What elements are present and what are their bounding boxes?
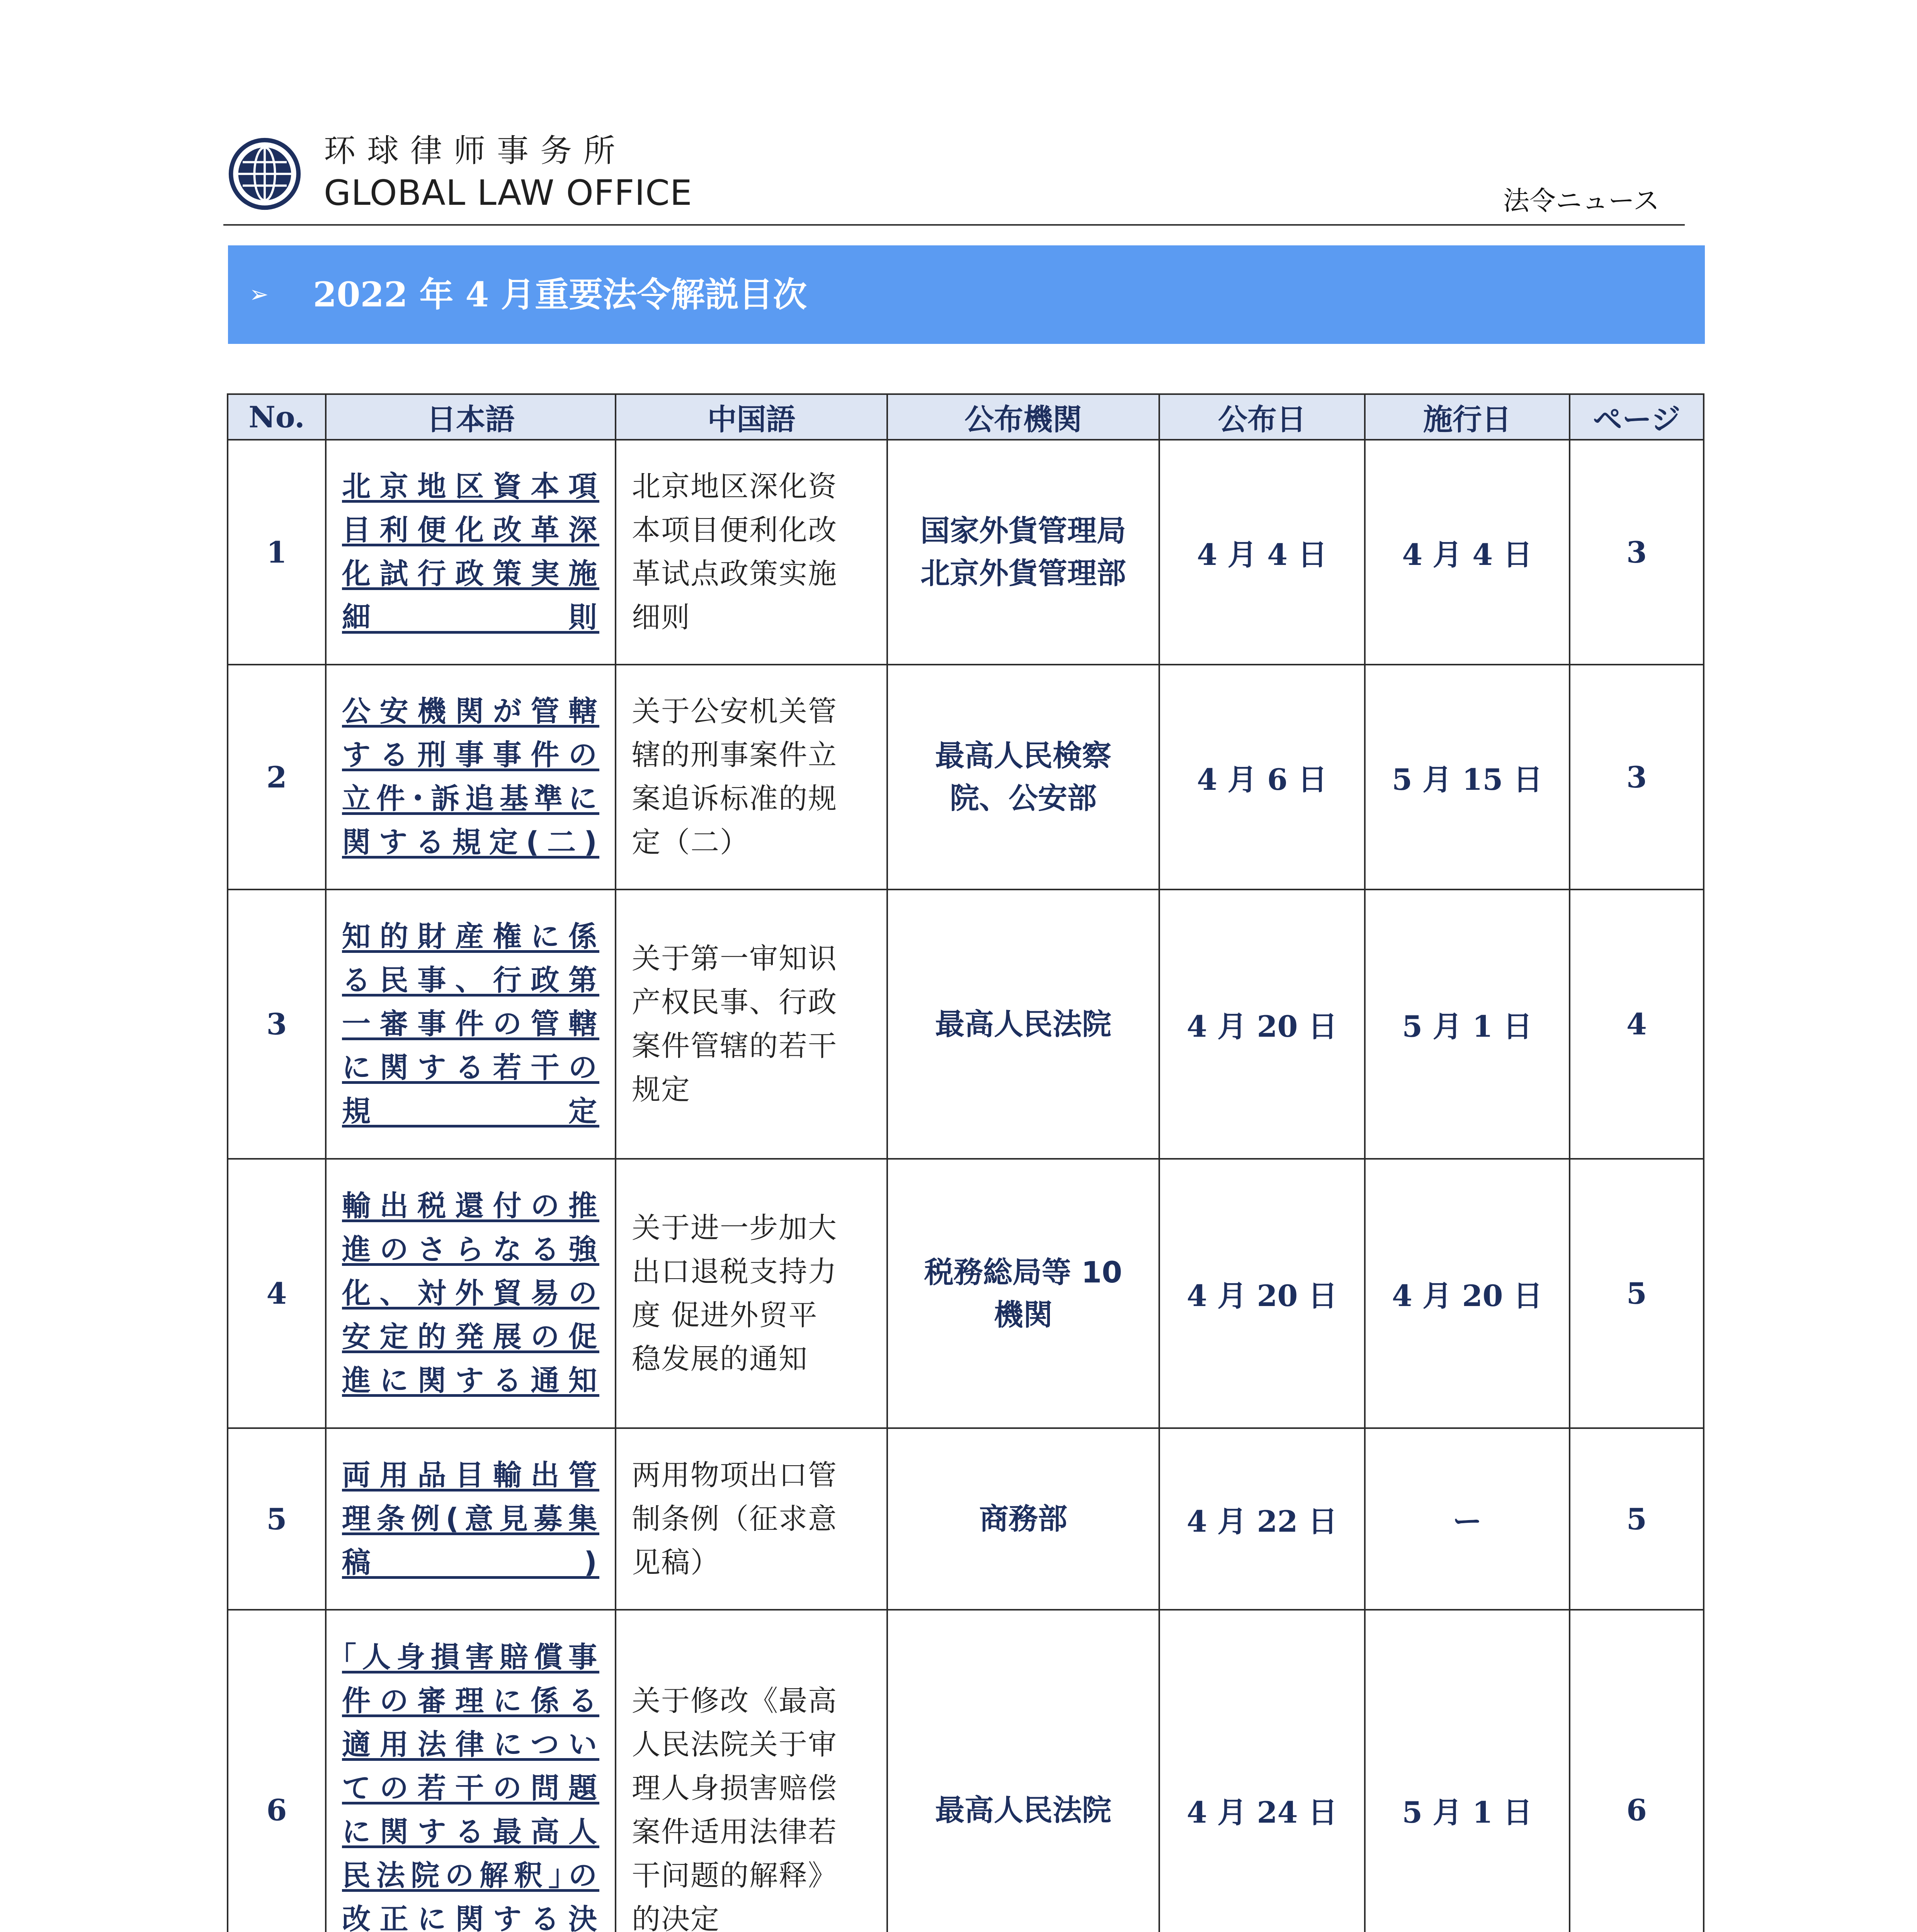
japanese-title-link[interactable]: する刑事事件の [342, 738, 599, 772]
newsletter-tag: 法令ニュース [1503, 186, 1660, 216]
japanese-title-link[interactable]: る民事、行政第 [342, 964, 599, 997]
column-header-no: No. [228, 394, 326, 440]
page-reference: 4 [1570, 889, 1704, 1159]
japanese-title-link[interactable]: 民法院の解釈｣の [342, 1859, 599, 1892]
japanese-title-link[interactable]: 件の審理に係る [342, 1684, 599, 1718]
chinese-title-cell [616, 665, 887, 889]
row-number: 6 [228, 1610, 326, 1932]
chinese-title-line: 产权民事、行政 [632, 985, 837, 1019]
chinese-title-line: 关于第一审知识 [632, 942, 837, 975]
chinese-title-line: 本项目便利化改 [632, 514, 837, 547]
chinese-title-line: 关于修改《最高 [632, 1684, 837, 1718]
publish-date: 4 月 22 日 [1159, 1428, 1365, 1610]
page-reference: 5 [1570, 1428, 1704, 1610]
japanese-title-link[interactable]: 化試行政策実施 [342, 557, 599, 590]
japanese-title-link[interactable]: 関する規定(二) [342, 826, 599, 859]
table-row [228, 1159, 1704, 1428]
section-title: 2022 年 4 月重要法令解説目次 [313, 274, 807, 315]
column-header-effective-date: 施行日 [1365, 394, 1570, 440]
issuer-cell [887, 440, 1159, 665]
header-divider [223, 224, 1685, 226]
chinese-title-line: 出口退税支持力 [632, 1255, 837, 1288]
page-reference: 3 [1570, 440, 1704, 665]
issuer-cell [887, 1428, 1159, 1610]
chinese-title-line: 革试点政策实施 [632, 557, 837, 590]
japanese-title-link[interactable]: 安定的発展の促 [342, 1320, 599, 1354]
effective-date: 5 月 1 日 [1365, 889, 1570, 1159]
japanese-title-link[interactable]: 改正に関する決 [342, 1902, 599, 1932]
publish-date: 4 月 20 日 [1159, 1159, 1365, 1428]
issuer-cell [887, 665, 1159, 889]
japanese-title-cell [326, 440, 616, 665]
arrow-bullet-icon: ➢ [249, 281, 269, 308]
issuer-line: 商務部 [979, 1502, 1067, 1536]
section-banner [228, 245, 1705, 344]
japanese-title-link[interactable]: 化、対外貿易の [342, 1277, 599, 1310]
issuer-line: 最高人民法院 [935, 1793, 1111, 1827]
page-reference: 6 [1570, 1610, 1704, 1932]
japanese-title-link[interactable]: 一審事件の管轄 [342, 1007, 599, 1041]
chinese-title-line: 北京地区深化资 [632, 470, 837, 503]
effective-date: 5 月 15 日 [1365, 665, 1570, 889]
chinese-title-line: 案件适用法律若 [632, 1815, 837, 1849]
japanese-title-cell [326, 889, 616, 1159]
chinese-title-line: 理人身损害赔偿 [632, 1771, 837, 1805]
column-header-publish-date: 公布日 [1159, 394, 1365, 440]
contents-table [227, 393, 1704, 1932]
chinese-title-line: 见稿） [632, 1546, 720, 1579]
globe-icon [228, 137, 301, 211]
issuer-line: 院、公安部 [950, 781, 1097, 815]
column-header-page: ページ [1570, 394, 1704, 440]
japanese-title-link[interactable]: 進のさらなる強 [342, 1233, 599, 1266]
chinese-title-cell [616, 440, 887, 665]
effective-date: 4 月 20 日 [1365, 1159, 1570, 1428]
issuer-line: 機関 [994, 1297, 1053, 1332]
japanese-title-link[interactable]: 進に関する通知 [342, 1364, 599, 1397]
table-row [228, 665, 1704, 889]
chinese-title-line: 案追诉标准的规 [632, 782, 837, 815]
chinese-title-line: 关于公安机关管 [632, 695, 837, 728]
firm-name-chinese: 环球律师事务所 [324, 133, 627, 169]
chinese-title-line: 稳发展的通知 [632, 1342, 808, 1376]
japanese-title-link[interactable]: 立件･訴追基準に [342, 782, 599, 815]
chinese-title-line: 关于进一步加大 [632, 1211, 837, 1245]
issuer-cell [887, 1610, 1159, 1932]
japanese-title-cell [326, 1610, 616, 1932]
row-number: 1 [228, 440, 326, 665]
effective-date: 5 月 1 日 [1365, 1610, 1570, 1932]
chinese-title-line: 定（二） [632, 826, 749, 859]
chinese-title-line: 干问题的解释》 [632, 1859, 837, 1892]
effective-date: ー [1365, 1428, 1570, 1610]
publish-date: 4 月 20 日 [1159, 889, 1365, 1159]
table-row [228, 440, 1704, 665]
japanese-title-link[interactable]: 公安機関が管轄 [342, 695, 599, 728]
publish-date: 4 月 24 日 [1159, 1610, 1365, 1932]
japanese-title-link[interactable]: 目利便化改革深 [342, 514, 599, 547]
table-row [228, 889, 1704, 1159]
issuer-line: 税務総局等 10 [924, 1255, 1123, 1289]
chinese-title-line: 细则 [632, 601, 691, 634]
japanese-title-link[interactable]: 細則 [342, 601, 599, 634]
japanese-title-link[interactable]: に関する最高人 [342, 1815, 599, 1849]
japanese-title-link[interactable]: 北京地区資本項 [342, 470, 599, 503]
chinese-title-cell [616, 1428, 887, 1610]
japanese-title-link[interactable]: ての若干の問題 [342, 1771, 599, 1805]
chinese-title-line: 辖的刑事案件立 [632, 738, 837, 772]
table-row [228, 1428, 1704, 1610]
table-header-row [228, 394, 1704, 440]
japanese-title-link[interactable]: 規定 [342, 1095, 599, 1128]
japanese-title-link[interactable]: 稿) [342, 1546, 599, 1579]
chinese-title-cell [616, 1159, 887, 1428]
chinese-title-line: 的决定 [632, 1902, 720, 1932]
firm-name-english: GLOBAL LAW OFFICE [324, 173, 692, 213]
chinese-title-line: 制条例（征求意 [632, 1502, 837, 1536]
japanese-title-cell [326, 1428, 616, 1610]
japanese-title-link[interactable]: に関する若干の [342, 1051, 599, 1084]
chinese-title-line: 两用物项出口管 [632, 1458, 837, 1492]
japanese-title-link[interactable]: ｢人身損害賠償事 [342, 1640, 599, 1674]
column-header-japanese: 日本語 [326, 394, 616, 440]
chinese-title-line: 规定 [632, 1073, 691, 1106]
row-number: 4 [228, 1159, 326, 1428]
row-number: 2 [228, 665, 326, 889]
publish-date: 4 月 4 日 [1159, 440, 1365, 665]
issuer-cell [887, 889, 1159, 1159]
issuer-line: 国家外貨管理局 [920, 514, 1126, 548]
issuer-cell [887, 1159, 1159, 1428]
japanese-title-link[interactable]: 知的財産権に係 [342, 920, 599, 953]
effective-date: 4 月 4 日 [1365, 440, 1570, 665]
chinese-title-cell [616, 889, 887, 1159]
japanese-title-link[interactable]: 両用品目輸出管 [342, 1458, 599, 1492]
column-header-chinese: 中国語 [616, 394, 887, 440]
column-header-issuer: 公布機関 [887, 394, 1159, 440]
row-number: 5 [228, 1428, 326, 1610]
japanese-title-link[interactable]: 適用法律につい [342, 1728, 599, 1761]
issuer-line: 最高人民法院 [935, 1007, 1111, 1041]
chinese-title-cell [616, 1610, 887, 1932]
japanese-title-cell [326, 665, 616, 889]
issuer-line: 北京外貨管理部 [920, 556, 1126, 590]
table-row [228, 1610, 1704, 1932]
japanese-title-link[interactable]: 輸出税還付の推 [342, 1189, 599, 1223]
publish-date: 4 月 6 日 [1159, 665, 1365, 889]
japanese-title-cell [326, 1159, 616, 1428]
chinese-title-line: 人民法院关于审 [632, 1728, 837, 1761]
row-number: 3 [228, 889, 326, 1159]
chinese-title-line: 度 促进外贸平 [632, 1298, 818, 1332]
page-reference: 5 [1570, 1159, 1704, 1428]
japanese-title-link[interactable]: 理条例(意見募集 [342, 1502, 599, 1536]
chinese-title-line: 案件管辖的若干 [632, 1029, 837, 1063]
issuer-line: 最高人民検察 [935, 738, 1111, 773]
page-reference: 3 [1570, 665, 1704, 889]
